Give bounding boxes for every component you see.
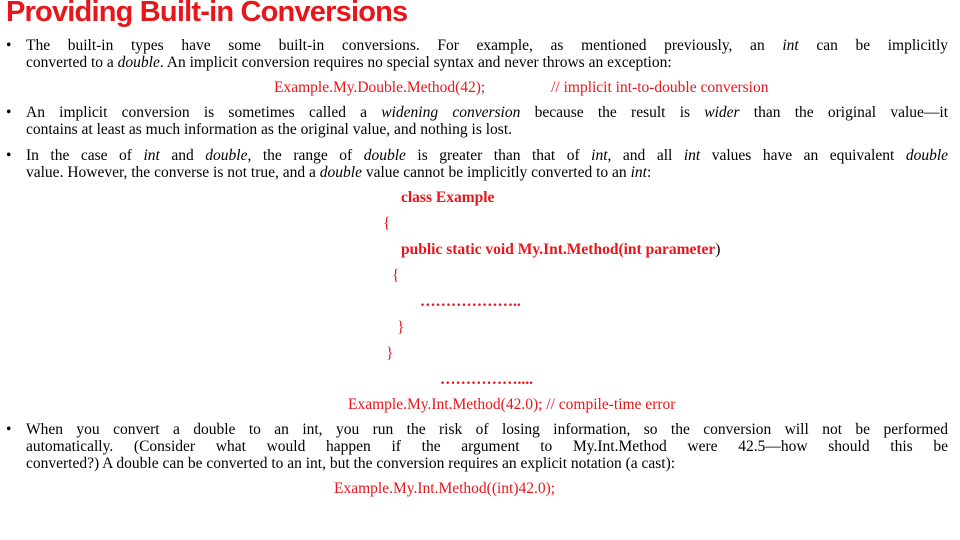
bullet-3-line-1: In the case of int and double, the range of double is greater than that of int, and all int values have an equivalent double: [26, 147, 949, 164]
implicit-example-comment: // implicit int-to-double conversion: [551, 79, 769, 96]
code-open-brace: {: [383, 215, 391, 232]
code-ellipsis-dots: ……………....: [440, 371, 533, 388]
code-inner-open-brace: {: [392, 267, 400, 284]
bullet-4-line-3: converted?) A double can be converted to an int, but the conversion requires an explicit notation (a cast):: [26, 455, 676, 472]
code-outer-close-brace: }: [386, 345, 394, 362]
code-method-line: public static void My.Int.Method(int parameter): [401, 241, 721, 258]
bullet-2-line-1: An implicit conversion is sometimes called a widening conversion because the result is wider than the original value—it: [26, 104, 948, 121]
explicit-cast-example: Example.My.Int.Method((int)42.0);: [334, 480, 556, 497]
bullet-4-line-2: automatically. (Consider what would happen if the argument to My.Int.Method were 42.5—how should this be: [26, 438, 948, 455]
code-body-dots: ………………..: [420, 293, 521, 310]
bullet-4-line-1: When you convert a double to an int, you run the risk of losing information, so the conversion will not be performed: [26, 421, 948, 438]
bullet-dot: •: [6, 147, 12, 164]
slide-title: Providing Built-in Conversions: [6, 0, 408, 28]
code-inner-close-brace: }: [397, 319, 405, 336]
code-class-line: class Example: [401, 189, 495, 206]
bullet-dot: •: [6, 104, 12, 121]
bullet-3-line-2: value. However, the converse is not true, and a double value cannot be implicitly converted to an int:: [26, 164, 652, 181]
bullet-1-line-2: converted to a double. An implicit conversion requires no special syntax and never throws an exception:: [26, 54, 672, 71]
bullet-1-line-1: The built-in types have some built-in conversions. For example, as mentioned previously, an int can be implicitly: [26, 37, 948, 54]
bullet-2-line-2: contains at least as much information as the original value, and nothing is lost.: [26, 121, 512, 138]
implicit-example-line: [274, 79, 769, 96]
code-call-line: Example.My.Int.Method(42.0); // compile-time error: [348, 396, 676, 413]
implicit-example-code: Example.My.Double.Method(42);: [274, 79, 486, 96]
bullet-dot: •: [6, 421, 12, 438]
bullet-dot: •: [6, 37, 12, 54]
